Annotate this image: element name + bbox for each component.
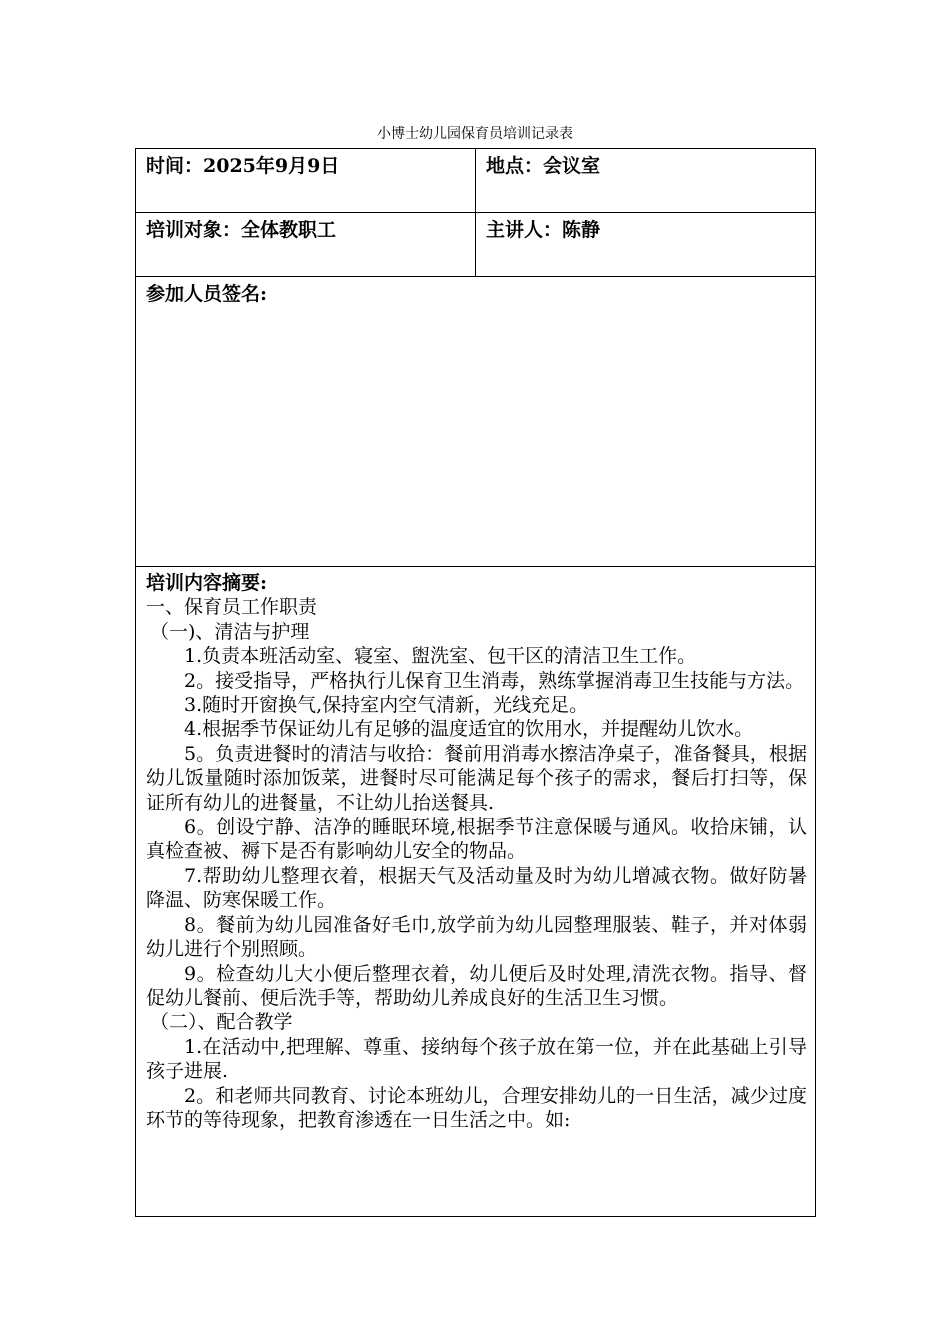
audience-cell <box>136 213 476 277</box>
section-heading: 一、保育员工作职责 <box>146 596 318 619</box>
attendees-signature-cell <box>136 277 816 567</box>
content-paragraph: 1.在活动中,把理解、尊重、接纳每个孩子放在第一位，并在此基础上引导孩子进展. <box>146 1035 807 1083</box>
attendees-signature-label: 参加人员签名: <box>146 283 268 305</box>
training-record-table <box>135 148 816 1217</box>
table-row <box>136 213 816 277</box>
summary-cell <box>136 567 816 1217</box>
content-paragraph: 8。餐前为幼儿园准备好毛巾,放学前为幼儿园整理服装、鞋子，并对体弱幼儿进行个别照顾。 <box>146 913 807 961</box>
training-time: 时间：2025年9月9日 <box>146 155 340 177</box>
subsection-heading: （二）、配合教学 <box>150 1011 293 1034</box>
location-cell <box>476 149 816 213</box>
time-cell <box>136 149 476 213</box>
document-title: 小博士幼儿园保育员培训记录表 <box>377 126 573 142</box>
table-row <box>136 277 816 567</box>
content-paragraph: 7.帮助幼儿整理衣着，根据天气及活动量及时为幼儿增减衣物。做好防暑降温、防寒保暖工作。 <box>146 864 807 912</box>
training-audience: 培训对象：全体教职工 <box>146 219 337 241</box>
subsection-heading: （一)、清洁与护理 <box>150 620 310 643</box>
training-speaker: 主讲人：陈静 <box>486 219 601 241</box>
content-paragraph: 9。检查幼儿大小便后整理衣着，幼儿便后及时处理,清洗衣物。指导、督促幼儿餐前、便后洗手等，帮助幼儿养成良好的生活卫生习惯。 <box>146 962 807 1009</box>
table-row <box>136 567 816 1217</box>
speaker-cell <box>476 213 816 277</box>
content-paragraph: 5。负责进餐时的清洁与收拾：餐前用消毒水擦洁净桌子，准备餐具，根据幼儿饭量随时添加饭菜，进餐时尽可能满足每个孩子的需求，餐后打扫等，保证所有幼儿的进餐量，不让幼儿抬送餐具. <box>146 742 807 814</box>
table-row <box>136 149 816 213</box>
content-paragraph: 1.负责本班活动室、寝室、盥洗室、包干区的清洁卫生工作。 <box>184 645 697 668</box>
content-paragraph: 6。创设宁静、洁净的睡眠环境,根据季节注意保暖与通风。收拾床铺，认真检查被、褥下是否有影响幼儿安全的物品。 <box>146 816 807 863</box>
content-paragraph: 2。和老师共同教育、讨论本班幼儿，合理安排幼儿的一日生活，减少过度环节的等待现象，把教育渗透在一日生活之中。如: <box>146 1084 807 1131</box>
content-paragraph: 3.随时开窗换气,保持室内空气清新，光线充足。 <box>184 694 589 717</box>
training-location: 地点：会议室 <box>486 155 601 177</box>
summary-label: 培训内容摘要: <box>146 572 268 594</box>
content-paragraph: 2。接受指导，严格执行儿保育卫生消毒，熟练掌握消毒卫生技能与方法。 <box>184 669 805 692</box>
content-paragraph: 4.根据季节保证幼儿有足够的温度适宜的饮用水，并提醒幼儿饮水。 <box>184 718 754 741</box>
